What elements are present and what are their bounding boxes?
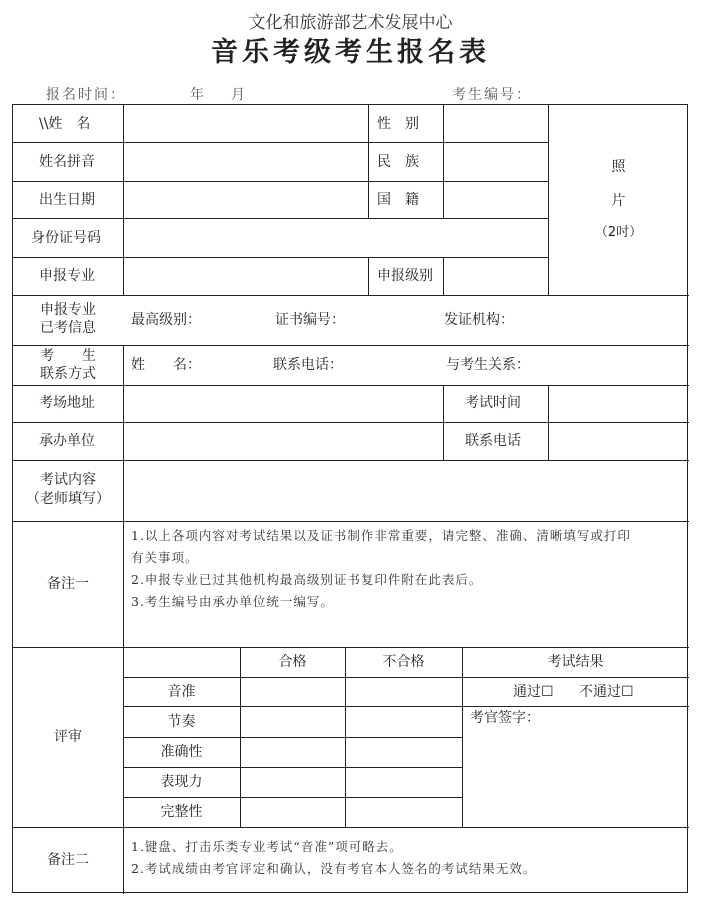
organizer-label: 承办单位: [39, 433, 95, 449]
exam-content-label-line1: 考试内容: [40, 472, 96, 488]
column-divider: [548, 385, 549, 460]
column-divider: [443, 105, 444, 218]
remarks-two-text: [131, 836, 676, 880]
row-divider: [13, 181, 548, 182]
row-divider: [123, 767, 462, 768]
exam-content-label-line2: （老师填写）: [26, 491, 110, 507]
column-divider: [240, 647, 241, 827]
column-divider: [443, 385, 444, 460]
column-divider: [123, 521, 124, 647]
criterion-pitch: 音准: [167, 684, 196, 700]
remarks-one-line: 3.考生编号由承办单位统一编写。: [131, 594, 334, 609]
pass-column-header: 合格: [278, 654, 307, 670]
ethnicity-label: 民 族: [377, 154, 419, 170]
birth-date-label: 出生日期: [39, 192, 95, 208]
apply-time-label: 报名时间：: [46, 87, 126, 103]
fail-checkbox-option[interactable]: 不通过☐: [579, 684, 634, 700]
remarks-two-line: 1.键盘、打击乐类专业考试“音准”项可略去。: [131, 839, 403, 854]
remarks-one-text: [131, 525, 676, 613]
column-divider: [345, 647, 346, 827]
certificate-number-label: 证书编号：: [275, 312, 345, 328]
column-divider: [123, 827, 124, 894]
taken-info-label-line1: 申报专业: [40, 302, 96, 318]
remarks-one-label: 备注一: [47, 576, 89, 592]
column-divider: [123, 647, 124, 827]
row-divider: [13, 460, 689, 461]
contact-name-label: 姓 名：: [131, 357, 201, 373]
remarks-one-line: 有关事项。: [131, 550, 199, 565]
remarks-one-line: 1.以上各项内容对考试结果以及证书制作非常重要，请完整、准确、清晰填写或打印: [131, 528, 631, 543]
column-divider: [443, 257, 444, 295]
month-label: 月: [231, 87, 247, 103]
contact-label-line2: 联系方式: [40, 366, 96, 382]
remarks-one-line: 2.申报专业已过其他机构最高级别证书复印件附在此表后。: [131, 572, 483, 587]
gender-label: 性 别: [377, 116, 419, 132]
criterion-rhythm: 节奏: [167, 714, 196, 730]
relation-label: 与考生关系：: [446, 357, 530, 373]
pass-checkbox-option[interactable]: 通过☐: [513, 684, 554, 700]
row-divider: [13, 521, 689, 522]
remarks-two-label: 备注二: [47, 852, 89, 868]
column-divider: [462, 647, 463, 827]
issuer-label: 发证机构：: [444, 312, 514, 328]
id-number-label: 身份证号码: [31, 230, 101, 246]
row-divider: [13, 218, 548, 219]
criterion-completeness: 完整性: [160, 804, 203, 820]
remarks-two-line: 2.考试成绩由考官评定和确认，没有考官本人签名的考试结果无效。: [131, 861, 537, 876]
exam-time-label: 考试时间: [465, 395, 521, 411]
nationality-label: 国 籍: [377, 192, 419, 208]
column-divider: [368, 257, 369, 295]
result-column-header: 考试结果: [547, 654, 604, 670]
level-label: 申报级别: [377, 268, 433, 284]
row-divider: [13, 142, 548, 143]
row-divider: [123, 706, 689, 707]
taken-info-label-line2: 已考信息: [40, 320, 96, 336]
contact-phone-label: 联系电话：: [273, 357, 343, 373]
form-title: 音乐考级考生报名表: [211, 37, 490, 68]
candidate-number-label: 考生编号：: [452, 87, 532, 103]
column-divider: [123, 345, 124, 385]
organization-name: 文化和旅游部艺术发展中心: [248, 13, 453, 33]
criterion-accuracy: 准确性: [160, 744, 203, 760]
photo-label-line1: 照: [611, 159, 626, 175]
criterion-expression: 表现力: [160, 774, 203, 790]
row-divider: [123, 677, 689, 678]
organizer-phone-label: 联系电话: [465, 433, 521, 449]
highest-level-label: 最高级别：: [131, 312, 201, 328]
row-divider: [123, 737, 462, 738]
column-divider: [123, 105, 124, 295]
column-divider: [123, 385, 124, 521]
photo-size-label: （2吋）: [594, 225, 643, 240]
row-divider: [13, 257, 548, 258]
fail-column-header: 不合格: [382, 654, 425, 670]
row-divider: [13, 345, 689, 346]
year-label: 年: [190, 87, 206, 103]
row-divider: [13, 385, 689, 386]
row-divider: [123, 797, 462, 798]
registration-form-table: [12, 104, 688, 893]
row-divider: [13, 647, 689, 648]
column-divider: [368, 105, 369, 218]
row-divider: [13, 422, 689, 423]
pinyin-label: 姓名拼音: [39, 154, 95, 170]
row-divider: [13, 295, 689, 296]
examiner-signature-label: 考官签字：: [470, 710, 540, 726]
photo-label-line2: 片: [611, 193, 626, 209]
review-label: 评审: [54, 729, 82, 745]
major-label: 申报专业: [39, 268, 95, 284]
venue-label: 考场地址: [39, 395, 95, 411]
contact-label-line1: 考 生: [40, 348, 96, 364]
name-label: \\姓 名: [39, 116, 91, 132]
row-divider: [13, 827, 689, 828]
